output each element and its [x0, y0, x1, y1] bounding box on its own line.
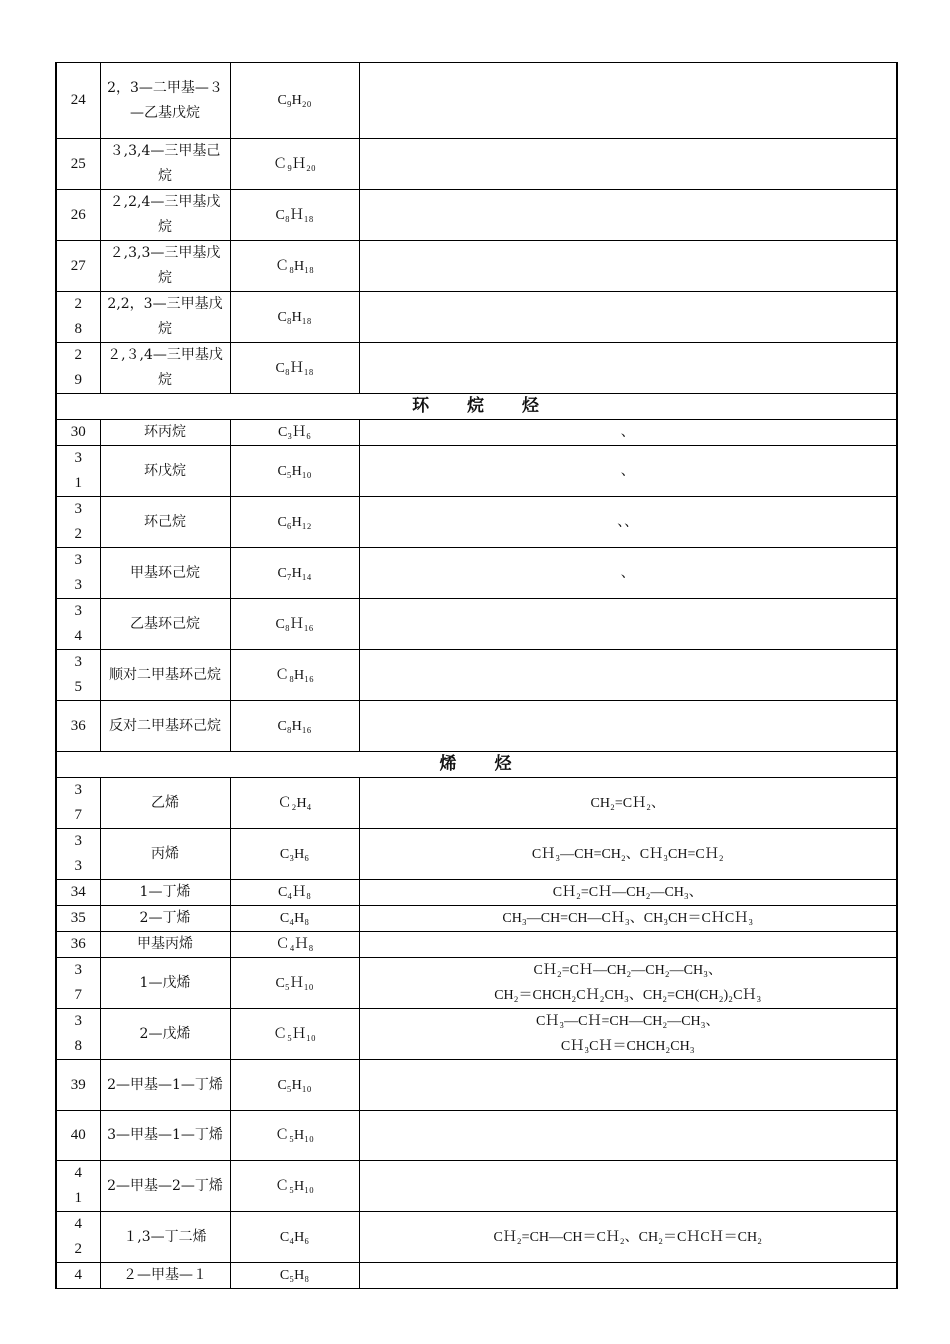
row-number: [56, 906, 100, 932]
section-header-row: [56, 752, 897, 778]
compound-name: 甲基环己烷: [100, 548, 230, 599]
row-number: [56, 1009, 100, 1060]
table-row: [56, 1263, 897, 1289]
structure-line: CH₂＝CHCH₂CＨ₂CH₃、CH₂=CH(CH₂)₂CＨ₃: [494, 988, 762, 1003]
row-number: [56, 292, 100, 343]
table-row: [56, 241, 897, 292]
structural-formulas: [359, 446, 897, 497]
structure-line: 、: [620, 425, 635, 440]
molecular-formula: Ｃ₄Ｈ₈: [230, 932, 359, 958]
row-number-text: 30: [70, 424, 86, 440]
row-number: [56, 1060, 100, 1111]
table-row: [56, 880, 897, 906]
row-number: [56, 1111, 100, 1161]
row-number: [56, 829, 100, 880]
table-row: [56, 63, 897, 139]
compound-name: 顺对二甲基环己烷: [100, 650, 230, 701]
molecular-formula: C₈H₁₆: [230, 701, 359, 752]
molecular-formula: Ｃ₉Ｈ₂₀: [230, 139, 359, 190]
row-number: [56, 701, 100, 752]
structural-formulas: [359, 1161, 897, 1212]
molecular-formula: C₈Ｈ₁₈: [230, 343, 359, 394]
table-row: [56, 778, 897, 829]
row-number: [56, 958, 100, 1009]
structure-line: CH₃—CH=CH—CＨ₃、CH₃CH＝CＨCＨ₃: [502, 911, 754, 926]
structure-line: CＨ₂=CＨ—CH₂—CH₂—CH₃、: [533, 963, 722, 978]
section-header-row: [56, 394, 897, 420]
structure-line: CＨ₃—CH=CH₂、CＨ₃CH=CＨ₂: [531, 846, 724, 862]
structure-line: CＨ₂=CＨ—CH₂—CH₃、: [552, 885, 703, 900]
molecular-formula: Ｃ₈H₁₈: [230, 241, 359, 292]
compound-name: 反对二甲基环己烷: [100, 701, 230, 752]
compound-name: 2,2，3—三甲基戊烷: [100, 292, 230, 343]
table-row: [56, 958, 897, 1009]
molecular-formula: C₈Ｈ₁₈: [230, 190, 359, 241]
structural-formulas: [359, 778, 897, 829]
molecular-formula: Ｃ₈H₁₆: [230, 650, 359, 701]
structural-formulas: [359, 190, 897, 241]
row-number-text: 38: [74, 1013, 82, 1054]
structure-line: CＨ₂=CH—CH＝CＨ₂、CH₂＝CＨCＨ＝CH₂: [493, 1229, 763, 1245]
table-row: [56, 343, 897, 394]
compound-name: 3—甲基—1—丁烯: [100, 1111, 230, 1161]
compound-name: 乙基环己烷: [100, 599, 230, 650]
compound-name: 2—甲基—2—丁烯: [100, 1161, 230, 1212]
row-number-text: 41: [74, 1165, 82, 1206]
molecular-formula: C₇H₁₄: [230, 548, 359, 599]
table-row: [56, 599, 897, 650]
row-number-text: 37: [74, 962, 82, 1003]
structural-formulas: [359, 1060, 897, 1111]
compound-name: ２—甲基—１: [100, 1263, 230, 1289]
structural-formulas: [359, 880, 897, 906]
table-row: [56, 139, 897, 190]
row-number: [56, 1263, 100, 1289]
row-number: [56, 446, 100, 497]
table-row: [56, 932, 897, 958]
table-row: [56, 446, 897, 497]
row-number-text: 31: [74, 450, 82, 491]
table-row: [56, 420, 897, 446]
structural-formulas: [359, 497, 897, 548]
structural-formulas: [359, 1212, 897, 1263]
compound-name: 乙烯: [100, 778, 230, 829]
row-number-text: 25: [70, 155, 86, 172]
row-number-text: 4: [74, 1267, 82, 1283]
row-number: [56, 1212, 100, 1263]
compound-name: 环丙烷: [100, 420, 230, 446]
section-title: 烯 烃: [56, 752, 897, 778]
row-number: [56, 241, 100, 292]
compound-name: １,3—丁二烯: [100, 1212, 230, 1263]
row-number-text: 27: [70, 257, 86, 274]
structure-line: CＨ₃CＨ＝CHCH₂CH₃: [560, 1039, 695, 1054]
compound-name: 2—甲基—1—丁烯: [100, 1060, 230, 1111]
molecular-formula: Ｃ₅H₁₀: [230, 1161, 359, 1212]
table-row: [56, 497, 897, 548]
molecular-formula: Ｃ₂H₄: [230, 778, 359, 829]
compound-name: 1—丁烯: [100, 880, 230, 906]
molecular-formula: C₈Ｈ₁₆: [230, 599, 359, 650]
section-title: 环 烷 烃: [56, 394, 897, 420]
table-row: [56, 701, 897, 752]
row-number: [56, 778, 100, 829]
row-number-text: 35: [74, 654, 82, 695]
row-number: [56, 932, 100, 958]
row-number: [56, 343, 100, 394]
compound-name: 2—戊烯: [100, 1009, 230, 1060]
row-number-text: 33: [74, 552, 82, 593]
row-number-text: 42: [74, 1216, 82, 1257]
row-number-text: 28: [74, 296, 82, 337]
row-number: [56, 420, 100, 446]
table-row: [56, 1009, 897, 1060]
molecular-formula: C₃Ｈ₆: [230, 420, 359, 446]
row-number-text: 34: [74, 603, 82, 644]
structural-formulas: [359, 139, 897, 190]
molecular-formula: C₅H₁₀: [230, 1060, 359, 1111]
molecular-formula: C₃H₆: [230, 829, 359, 880]
structural-formulas: [359, 701, 897, 752]
structural-formulas: [359, 599, 897, 650]
structural-formulas: [359, 958, 897, 1009]
compound-name: 环戊烷: [100, 446, 230, 497]
structural-formulas: [359, 420, 897, 446]
row-number-text: 39: [70, 1076, 86, 1093]
row-number-text: 33: [74, 833, 82, 874]
table-row: [56, 292, 897, 343]
row-number: [56, 497, 100, 548]
structural-formulas: [359, 548, 897, 599]
molecular-formula: C₉H₂₀: [230, 63, 359, 139]
structural-formulas: [359, 1263, 897, 1289]
compound-name: ２,３,4—三甲基戊烷: [100, 343, 230, 394]
structure-line: 、、: [617, 514, 639, 530]
structural-formulas: [359, 1111, 897, 1161]
structure-line: 、: [620, 565, 635, 581]
molecular-formula: C₅H₁₀: [230, 446, 359, 497]
row-number-text: 26: [70, 206, 86, 223]
structural-formulas: [359, 63, 897, 139]
row-number-text: 24: [70, 92, 86, 108]
structural-formulas: [359, 1009, 897, 1060]
table-row: [56, 906, 897, 932]
row-number: [56, 63, 100, 139]
row-number: [56, 599, 100, 650]
structural-formulas: [359, 932, 897, 958]
row-number-text: 35: [70, 910, 86, 926]
molecular-formula: Ｃ₅Ｈ₁₀: [230, 1009, 359, 1060]
table-row: [56, 1212, 897, 1263]
table-row: [56, 1111, 897, 1161]
alkane-alkene-table: [55, 62, 898, 1289]
table-body: [56, 63, 897, 1289]
structure-line: CH₂=CＨ₂、: [590, 795, 665, 811]
table-row: [56, 548, 897, 599]
structural-formulas: [359, 650, 897, 701]
structural-formulas: [359, 292, 897, 343]
row-number: [56, 139, 100, 190]
row-number: [56, 1161, 100, 1212]
structural-formulas: [359, 829, 897, 880]
compound-name: 甲基丙烯: [100, 932, 230, 958]
structure-line: CＨ₃—CＨ=CH—CH₂—CH₃、: [535, 1014, 720, 1029]
row-number-text: 40: [70, 1127, 86, 1143]
molecular-formula: C₄H₈: [230, 906, 359, 932]
molecular-formula: C₄H₆: [230, 1212, 359, 1263]
structural-formulas: [359, 906, 897, 932]
compound-name: 2，3—二甲基—３—乙基戊烷: [100, 63, 230, 139]
table-row: [56, 829, 897, 880]
table-row: [56, 650, 897, 701]
structure-line: 、: [620, 463, 635, 479]
compound-name: 环己烷: [100, 497, 230, 548]
row-number-text: 36: [70, 717, 86, 734]
row-number: [56, 548, 100, 599]
molecular-formula: Ｃ₅H₁₀: [230, 1111, 359, 1161]
compound-name: 2—丁烯: [100, 906, 230, 932]
molecular-formula: C₈H₁₈: [230, 292, 359, 343]
table-row: [56, 1161, 897, 1212]
row-number: [56, 880, 100, 906]
compound-name: 丙烯: [100, 829, 230, 880]
compound-name: 1—戊烯: [100, 958, 230, 1009]
molecular-formula: C₄Ｈ₈: [230, 880, 359, 906]
compound-name: ２,2,4—三甲基戊烷: [100, 190, 230, 241]
row-number: [56, 190, 100, 241]
structural-formulas: [359, 241, 897, 292]
molecular-formula: C₅H₈: [230, 1263, 359, 1289]
row-number-text: 29: [74, 347, 82, 388]
row-number: [56, 650, 100, 701]
compound-name: ２,3,3—三甲基戊烷: [100, 241, 230, 292]
row-number-text: 32: [74, 501, 82, 542]
structural-formulas: [359, 343, 897, 394]
row-number-text: 37: [74, 782, 82, 823]
table-row: [56, 190, 897, 241]
molecular-formula: C₆H₁₂: [230, 497, 359, 548]
row-number-text: 36: [70, 936, 86, 952]
compound-name: ３,3,4—三甲基己烷: [100, 139, 230, 190]
row-number-text: 34: [70, 884, 86, 900]
molecular-formula: C₅Ｈ₁₀: [230, 958, 359, 1009]
table-row: [56, 1060, 897, 1111]
